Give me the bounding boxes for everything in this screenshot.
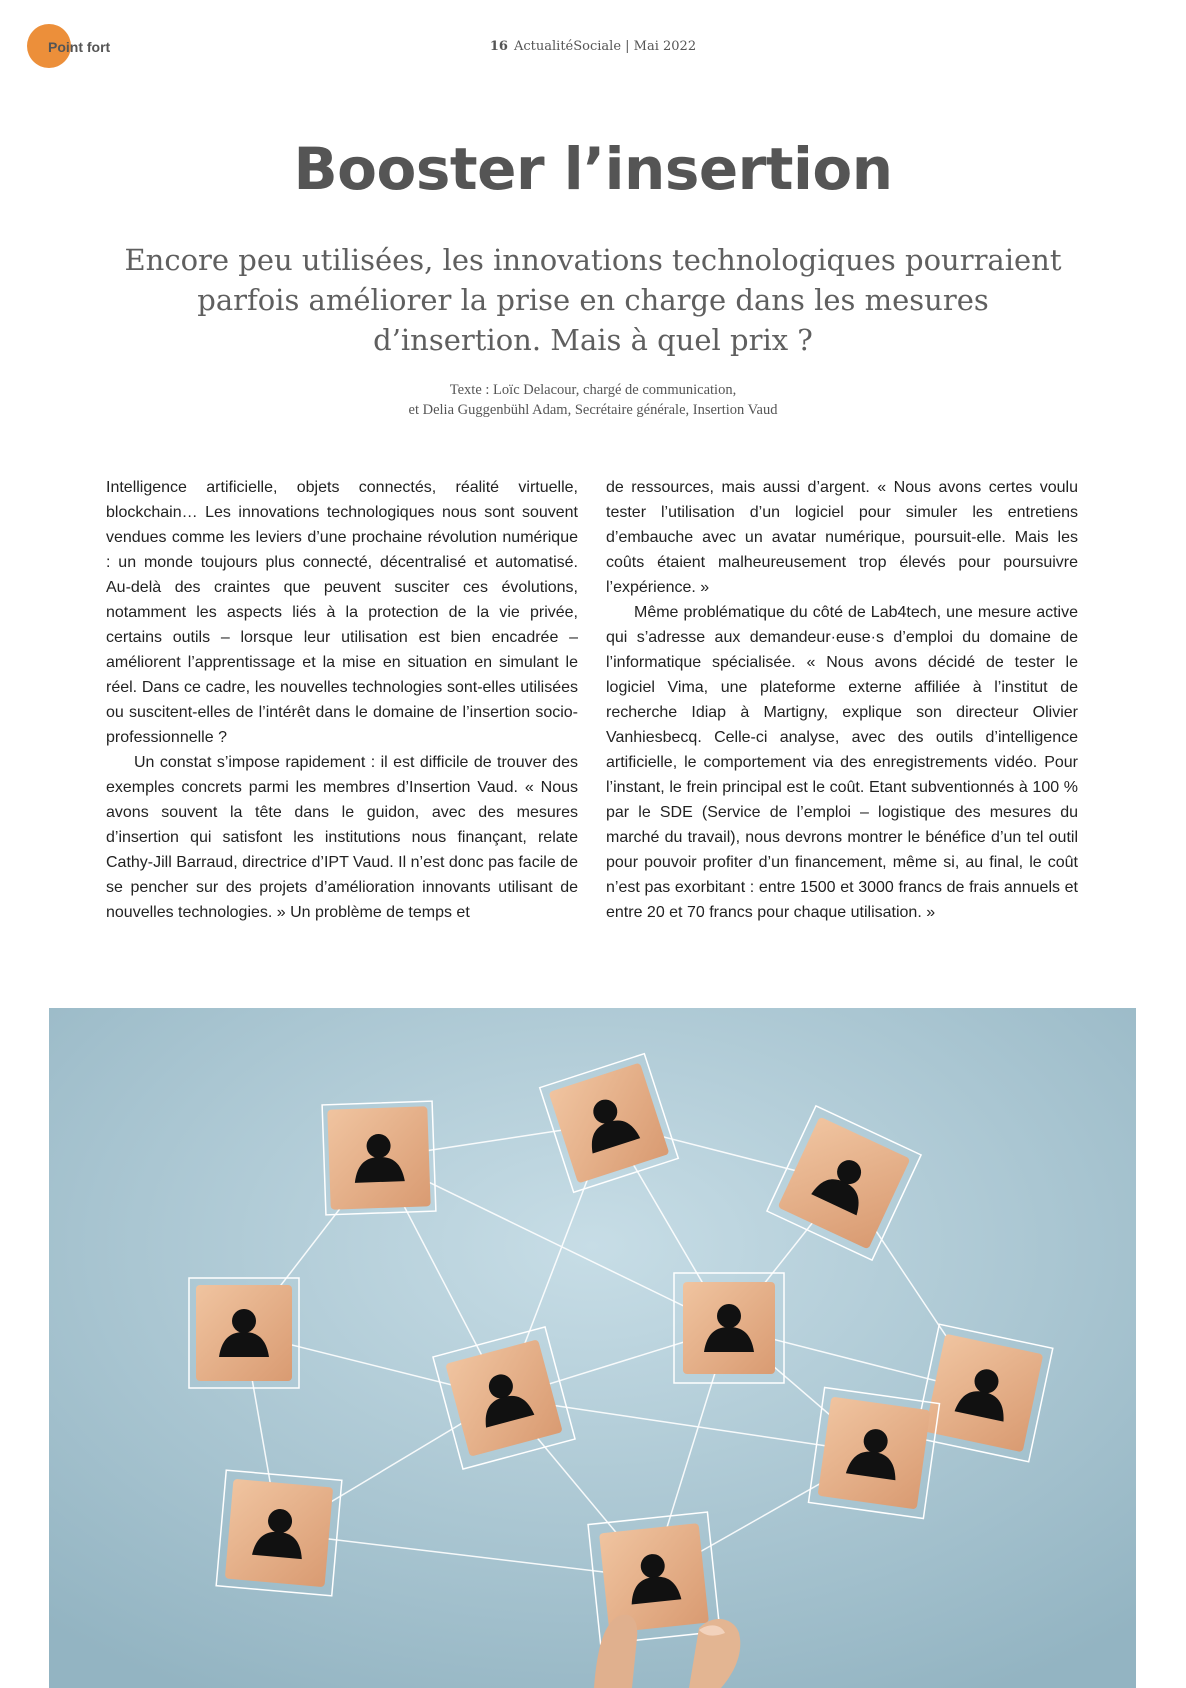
- byline-line: et Delia Guggenbühl Adam, Secrétaire générale, Insertion Vaud: [408, 402, 778, 418]
- network-people-icon: [49, 1008, 1136, 1688]
- paragraph: Intelligence artificielle, objets connectés, réalité virtuelle, blockchain… Les innovations technologiques nous sont souvent vendues comme les leviers d’une prochaine révolution numérique : un monde toujours plus connecté, décentralisé et automatisé. Au-delà des craintes que peuvent susciter ces évolutions, notamment les aspects liés à la protection de la vie privée, certains outils – lorsque leur utilisation est bien encadrée – améliorent l’apprentissage et la mise en situation en simulant le réel. Dans ce cadre, les nouvelles technologies sont-elles utilisées ou suscitent-elles de l’intérêt dans le domaine de l’insertion socioprofessionnelle ?: [106, 479, 578, 746]
- byline: [0, 380, 1186, 420]
- section-label: Point fort: [48, 39, 111, 55]
- network-photo: [49, 1008, 1136, 1688]
- paragraph: Un constat s’impose rapidement : il est difficile de trouver des exemples concrets parmi les membres d’Insertion Vaud. « Nous avons souvent la tête dans le guidon, avec des mesures d’insertion qui satisfont les institutions nous finançant, relate Cathy-Jill Barraud, directrice d’IPT Vaud. Il n’est donc pas facile de se pencher sur des projets d’amélioration innovants utilisant de nouvelles technologies. » Un problème de temps et: [106, 754, 578, 921]
- paragraph: de ressources, mais aussi d’argent. « Nous avons certes voulu tester l’utilisation d’un logiciel pour simuler les entretiens d’embauche avec un avatar numérique, poursuit-elle. Mais les coûts étaient malheureusement trop élevés pour poursuivre l’expérience. »: [606, 479, 1078, 596]
- text-column-left: [106, 475, 578, 925]
- publication-info: ActualitéSociale | Mai 2022: [513, 39, 697, 54]
- byline-line: Texte : Loïc Delacour, chargé de communication,: [449, 382, 737, 398]
- running-head: [0, 39, 1186, 54]
- paragraph: Même problématique du côté de Lab4tech, une mesure active qui s’adresse aux demandeur·euse·s d’emploi du domaine de l’informatique spécialisée. « Nous avons décidé de tester le logiciel Vima, une plateforme externe affiliée à l’institut de recherche Idiap à Martigny, explique son directeur Olivier Vanhiesbecq. Celle-ci analyse, avec des outils d’intelligence artificielle, le comportement via des enregistrements vidéo. Pour l’instant, le frein principal est le coût. Etant subventionnés à 100 % par le SDE (Service de l’emploi – logistique des mesures du marché du travail), nous devrons montrer le bénéfice d’un tel outil pour pouvoir profiter d’un financement, même si, au final, le coût n’est pas exorbitant : entre 1500 et 3000 francs de frais annuels et entre 20 et 70 francs pour chaque utilisation. »: [606, 604, 1078, 921]
- text-column-right: [606, 475, 1078, 925]
- article-title: Booster l’insertion: [293, 135, 893, 203]
- article-subtitle: Encore peu utilisées, les innovations technologiques pourraient parfois améliorer la prise en charge dans les mesures d’insertion. Mais à quel prix ?: [124, 243, 1062, 357]
- page-number: 16: [489, 39, 508, 54]
